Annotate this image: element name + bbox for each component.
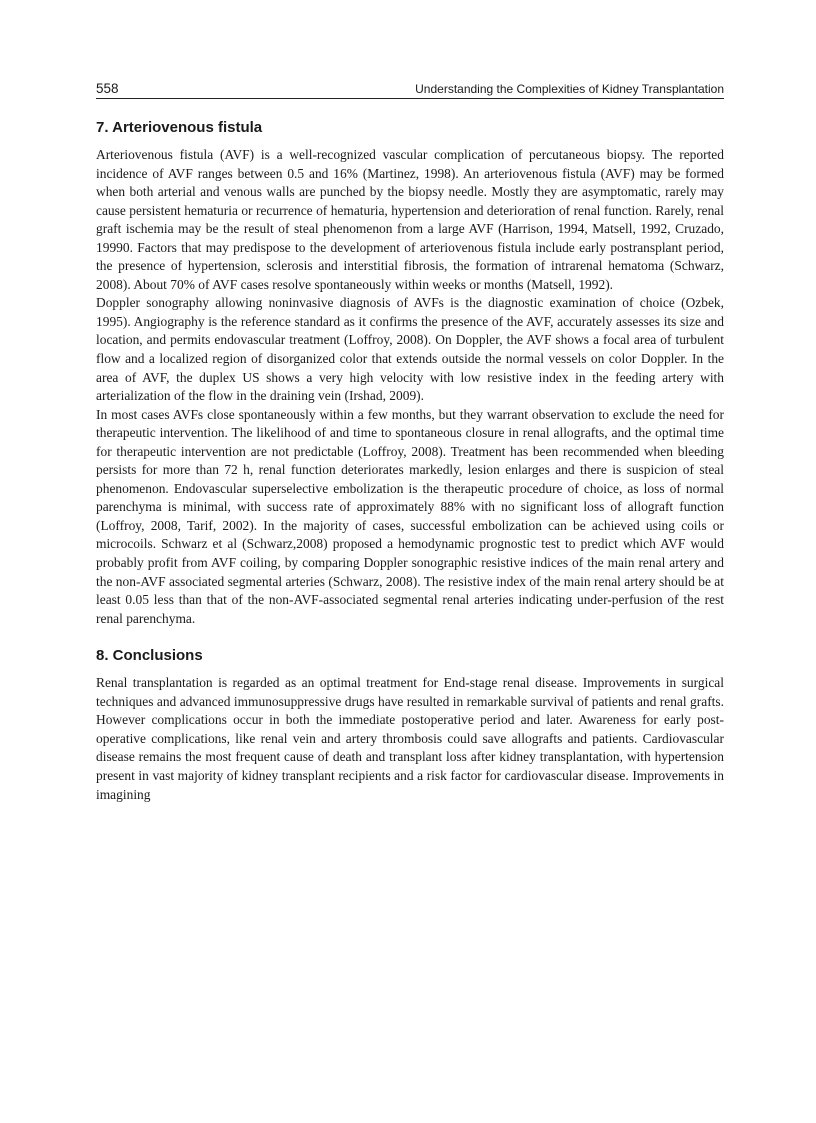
- paragraph: Doppler sonography allowing noninvasive diagnosis of AVFs is the diagnostic examination of choice (Ozbek, 1995). Angiography is the reference standard as it confirms the presence of the AVF, accurately assesses its size and location, and permits endovascular treatment (Loffroy, 2008). On Doppler, the AVF shows a focal area of turbulent flow and a localized region of disorganized color that extends outside the normal vessels on color Doppler. In the area of AVF, the duplex US shows a very high velocity with low resistive index in the feeding artery with arterialization of the flow in the draining vein (Irshad, 2009).: [96, 295, 724, 404]
- section-heading: 8. Conclusions: [96, 647, 203, 665]
- page-number: 558: [96, 81, 119, 96]
- section-arteriovenous-fistula: [96, 119, 724, 628]
- page: [96, 78, 724, 804]
- paragraph: Arteriovenous fistula (AVF) is a well-recognized vascular complication of percutaneous biopsy. The reported incidence of AVF ranges between 0.5 and 16% (Martinez, 1998). An arteriovenous fistula (AVF) may be formed when both arterial and venous walls are punched by the biopsy needle. Mostly they are asymptomatic, rarely may cause persistent hematuria or recurrence of hematuria, hypertension and deterioration of renal function. Rarely, renal graft ischemia may be the result of steal phenomenon from a large AVF (Harrison, 1994, Matsell, 1992, Cruzado, 19990. Factors that may predispose to the development of arteriovenous fistula include early postransplant period, the presence of hypertension, sclerosis and interstitial fibrosis, the formation of intrarenal hematoma (Schwarz, 2008). About 70% of AVF cases resolve spontaneously within weeks or months (Matsell, 1992).: [96, 147, 724, 292]
- running-header: [96, 78, 724, 99]
- paragraph: In most cases AVFs close spontaneously within a few months, but they warrant observation to exclude the need for therapeutic intervention. The likelihood of and time to spontaneous closure in renal allografts, and the optimal time for therapeutic intervention are not predictable (Loffroy, 2008). Treatment has been recommended when bleeding persists for more than 72 h, renal function deteriorates markedly, lesion enlarges and there is suspicion of steal phenomenon. Endovascular superselective embolization is the therapeutic procedure of choice, as loss of normal parenchyma is minimal, with success rate of approximately 88% with no significant loss of allograft function (Loffroy, 2008, Tarif, 2002). In the majority of cases, successful embolization can be achieved using coils or microcoils. Schwarz et al (Schwarz,2008) proposed a hemodynamic prognostic test to predict which AVF would probably profit from AVF coiling, by comparing Doppler sonographic resistive indices of the main renal artery and the non-AVF associated segmental arteries (Schwarz, 2008). The resistive index of the main renal artery should be at least 0.05 less than that of the non-AVF-associated segmental renal arteries indicating under-perfusion of the rest renal parenchyma.: [96, 406, 724, 626]
- paragraph: Renal transplantation is regarded as an optimal treatment for End-stage renal disease. Improvements in surgical techniques and advanced immunosuppressive drugs have resulted in remarkable survival of patients and renal grafts. However complications occur in both the immediate postoperative period and later. Awareness for early post-operative complications, like renal vein and artery thrombosis could save allografts and patients. Cardiovascular disease remains the most frequent cause of death and transplant loss after kidney transplantation, with hypertension present in vast majority of kidney transplant recipients and a risk factor for cardiovascular disease. Improvements in imagining: [96, 675, 724, 802]
- running-title: Understanding the Complexities of Kidney Transplantation: [415, 82, 724, 96]
- section-conclusions: [96, 647, 724, 804]
- section-heading: 7. Arteriovenous fistula: [96, 119, 263, 136]
